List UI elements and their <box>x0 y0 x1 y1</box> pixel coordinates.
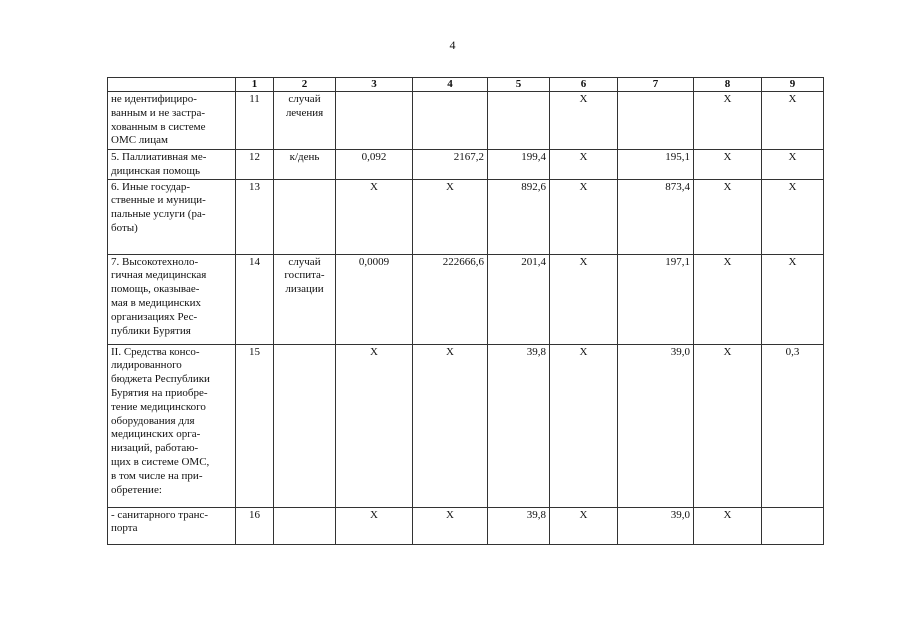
row-cell-4: Х <box>413 344 488 507</box>
row-unit-cell <box>274 150 336 180</box>
table-row <box>108 254 824 344</box>
row-name-line: ственные и муници- <box>111 194 206 207</box>
row-cell-6: Х <box>550 507 618 544</box>
row-cell-3: Х <box>336 507 413 544</box>
row-cell-5: 201,4 <box>488 254 550 344</box>
row-cell-6: Х <box>550 92 618 150</box>
row-unit-cell <box>274 254 336 344</box>
row-line-number: 15 <box>236 344 274 507</box>
row-unit-line: лечения <box>285 106 324 119</box>
row-name-line: порта <box>111 522 138 535</box>
row-line-number: 14 <box>236 254 274 344</box>
row-cell-8: Х <box>694 150 762 180</box>
column-header-0 <box>108 78 236 92</box>
row-cell-5: 892,6 <box>488 179 550 254</box>
row-name-cell <box>108 254 236 344</box>
row-name-line: медицинских орга- <box>111 428 201 441</box>
row-name-cell <box>108 344 236 507</box>
row-cell-7: 195,1 <box>618 150 694 180</box>
row-name-line: ванным и не застра- <box>111 106 206 119</box>
page-number: 4 <box>449 38 456 52</box>
table-row <box>108 92 824 150</box>
row-cell-9: Х <box>762 179 824 254</box>
row-cell-5: 199,4 <box>488 150 550 180</box>
row-cell-6: Х <box>550 254 618 344</box>
row-cell-7: 197,1 <box>618 254 694 344</box>
row-unit-line: случай <box>288 255 321 268</box>
row-name-line: помощь, оказывае- <box>111 283 200 296</box>
row-line-number: 16 <box>236 507 274 544</box>
data-table <box>107 77 824 545</box>
row-cell-4 <box>413 92 488 150</box>
row-cell-7 <box>618 92 694 150</box>
row-cell-9 <box>762 507 824 544</box>
row-name-cell <box>108 507 236 544</box>
row-name-cell <box>108 150 236 180</box>
column-header-8: 8 <box>694 78 762 92</box>
row-cell-8: Х <box>694 507 762 544</box>
row-cell-6: Х <box>550 344 618 507</box>
row-unit-line: к/день <box>289 151 320 163</box>
row-name-line: боты) <box>111 221 138 234</box>
row-name-line: организациях Рес- <box>111 310 198 323</box>
row-cell-8: Х <box>694 344 762 507</box>
column-header-5: 5 <box>488 78 550 92</box>
table-row <box>108 150 824 180</box>
header-row <box>108 78 824 92</box>
row-cell-3: 0,092 <box>336 150 413 180</box>
row-cell-9: Х <box>762 150 824 180</box>
row-cell-9: Х <box>762 254 824 344</box>
row-name-line: пальные услуги (ра- <box>111 208 206 221</box>
column-header-4: 4 <box>413 78 488 92</box>
row-line-number: 11 <box>236 92 274 150</box>
row-cell-4: Х <box>413 507 488 544</box>
row-name-line: хованным в системе <box>111 120 206 133</box>
row-cell-8: Х <box>694 254 762 344</box>
row-cell-7: 873,4 <box>618 179 694 254</box>
column-header-7: 7 <box>618 78 694 92</box>
row-cell-8: Х <box>694 179 762 254</box>
row-cell-3: Х <box>336 179 413 254</box>
row-cell-3 <box>336 92 413 150</box>
column-header-3: 3 <box>336 78 413 92</box>
row-cell-8: Х <box>694 92 762 150</box>
column-header-1: 1 <box>236 78 274 92</box>
column-header-9: 9 <box>762 78 824 92</box>
row-name-line: 6. Иные государ- <box>111 180 191 193</box>
row-unit-line: случай <box>288 93 321 105</box>
table-row <box>108 179 824 254</box>
table-row <box>108 344 824 507</box>
row-name-cell <box>108 92 236 150</box>
row-cell-3: Х <box>336 344 413 507</box>
row-name-line: дицинская помощь <box>111 164 201 177</box>
row-name-line: ОМС лицам <box>111 134 168 147</box>
row-name-line: 5. Паллиативная ме- <box>111 151 207 163</box>
row-name-line: не идентифициро- <box>111 93 197 105</box>
table-row <box>108 507 824 544</box>
row-name-line: мая в медицинских <box>111 296 201 309</box>
row-name-line: низаций, работаю- <box>111 442 199 455</box>
row-cell-5: 39,8 <box>488 344 550 507</box>
row-name-line: тение медицинского <box>111 400 206 413</box>
row-cell-7: 39,0 <box>618 507 694 544</box>
row-name-line: в том числе на при- <box>111 469 203 482</box>
row-cell-6: Х <box>550 179 618 254</box>
row-line-number: 12 <box>236 150 274 180</box>
row-line-number: 13 <box>236 179 274 254</box>
row-cell-5 <box>488 92 550 150</box>
row-cell-7: 39,0 <box>618 344 694 507</box>
row-unit-line: госпита- <box>284 269 325 282</box>
row-name-cell <box>108 179 236 254</box>
row-name-line: Бурятия на приобре- <box>111 386 208 399</box>
row-cell-4: 2167,2 <box>413 150 488 180</box>
row-name-line: щих в системе ОМС, <box>111 455 210 468</box>
row-name-line: - санитарного транс- <box>111 508 209 521</box>
row-name-line: II. Средства консо- <box>111 345 200 358</box>
row-cell-4: 222666,6 <box>413 254 488 344</box>
row-name-line: обретение: <box>111 483 162 496</box>
row-name-line: лидированного <box>111 359 182 372</box>
row-name-line: бюджета Республики <box>111 373 210 386</box>
row-unit-cell <box>274 507 336 544</box>
column-header-6: 6 <box>550 78 618 92</box>
row-cell-6: Х <box>550 150 618 180</box>
row-cell-5: 39,8 <box>488 507 550 544</box>
row-cell-4: Х <box>413 179 488 254</box>
row-unit-cell <box>274 179 336 254</box>
row-name-line: оборудования для <box>111 414 195 427</box>
row-cell-9: Х <box>762 92 824 150</box>
row-unit-cell <box>274 92 336 150</box>
row-name-line: 7. Высокотехноло- <box>111 255 199 268</box>
row-cell-9: 0,3 <box>762 344 824 507</box>
row-name-line: публики Бурятия <box>111 324 191 337</box>
row-unit-cell <box>274 344 336 507</box>
row-unit-line: лизации <box>285 283 324 296</box>
row-cell-3: 0,0009 <box>336 254 413 344</box>
row-name-line: гичная медицинская <box>111 269 207 282</box>
column-header-2: 2 <box>274 78 336 92</box>
